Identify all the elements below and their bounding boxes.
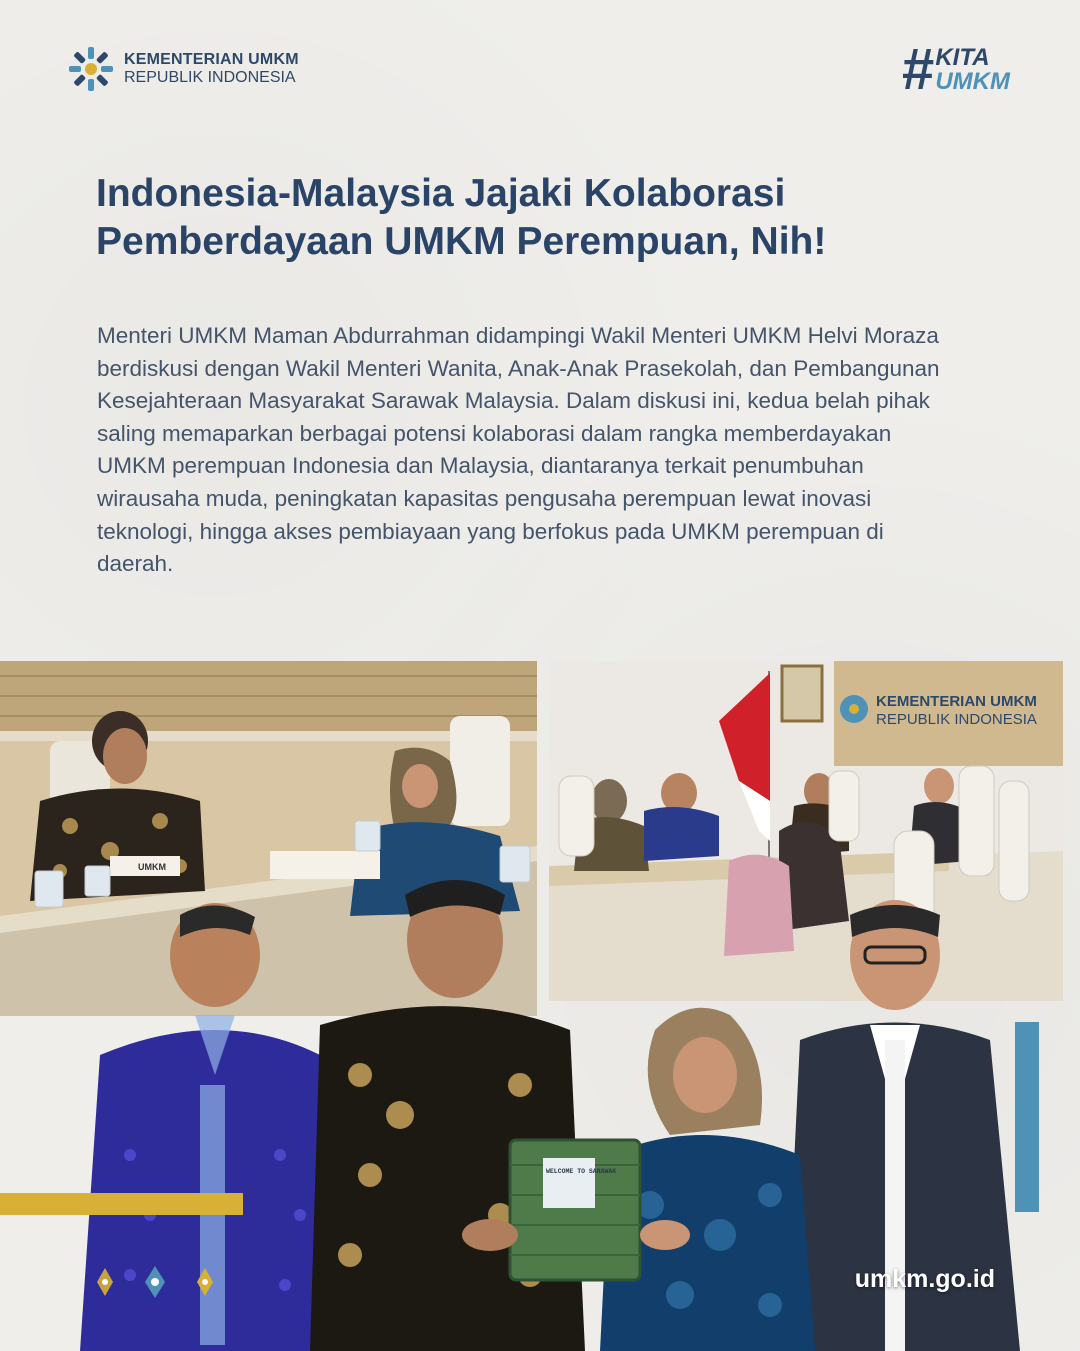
wall-sign-line2: REPUBLIK INDONESIA: [876, 711, 1037, 728]
ministry-emblem-icon: [68, 46, 114, 92]
wall-sign-line1: KEMENTERIAN UMKM: [876, 693, 1037, 710]
hash-symbol: #: [901, 37, 934, 102]
hashtag-word-kita: KITA: [935, 44, 990, 71]
ministry-logo: [68, 46, 299, 92]
diamond-ornament-icon: [85, 1262, 235, 1302]
gift-card-text: WELCOME TO SARAWAK: [546, 1168, 617, 1175]
accent-bar-gold: [0, 1193, 243, 1215]
hashtag-badge: [901, 37, 1010, 102]
website-url[interactable]: umkm.go.id: [854, 1265, 995, 1293]
nameplate-umkm: UMKM: [138, 862, 166, 872]
article-body: Menteri UMKM Maman Abdurrahman didampingi Wakil Menteri UMKM Helvi Moraza berdiskusi dengan Wakil Menteri Wanita, Anak-Anak Prasekolah, dan Pembangunan Kesejahteraan Masyarakat Sarawak Malaysia. Dalam diskusi ini, kedua belah pihak saling memaparkan berbagai potensi kolaborasi dalam rangka memberdayakan UMKM perempuan Indonesia dan Malaysia, diantaranya terkait penumbuhan wirausaha muda, peningkatan kapasitas pengusaha perempuan lewat inovasi teknologi, hingga akses pembiayaan yang berfokus pada UMKM perempuan di daerah.: [97, 323, 940, 577]
logo-subtitle: REPUBLIK INDONESIA: [124, 69, 296, 86]
article-title: Indonesia-Malaysia Jajaki Kolaborasi Pemberdayaan UMKM Perempuan, Nih!: [96, 172, 827, 263]
accent-bar-blue: [1015, 1022, 1039, 1212]
logo-title: KEMENTERIAN UMKM: [124, 51, 299, 68]
hashtag-word-umkm: UMKM: [935, 68, 1010, 95]
